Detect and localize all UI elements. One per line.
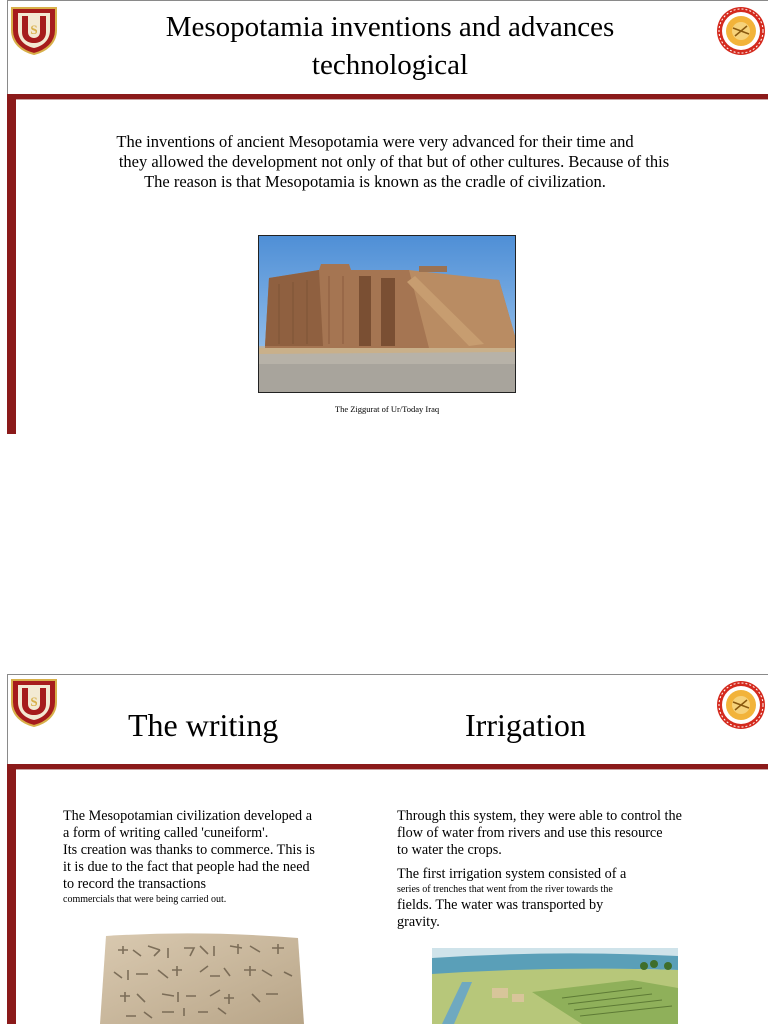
slide-left-border xyxy=(7,0,8,96)
irrigation-illustration xyxy=(432,948,678,1024)
irrigation-line: The first irrigation system consisted of a xyxy=(397,866,627,882)
irrigation-line: flow of water from rivers and use this resource xyxy=(397,825,663,841)
left-accent-bar xyxy=(7,764,16,1024)
page-title xyxy=(110,8,670,84)
slide-2 xyxy=(0,674,768,1024)
writing-line: Its creation was thanks to commerce. This is xyxy=(63,842,315,858)
ziggurat-photo xyxy=(258,235,516,393)
university-shield-logo xyxy=(10,6,58,56)
ziggurat-image xyxy=(259,236,516,393)
irrigation-paragraph xyxy=(397,808,727,931)
header-band-shadow xyxy=(7,99,768,100)
slide-left-border xyxy=(7,674,8,768)
writing-line: The Mesopotamian civilization developed a xyxy=(63,808,312,824)
university-shield-logo xyxy=(10,678,58,728)
slide-1 xyxy=(0,0,768,434)
photo-caption: The Ziggurat of Ur/Today Iraq xyxy=(334,404,440,414)
irrigation-line-small: series of trenches that went from the river towards the xyxy=(397,884,613,895)
title-line-2: technological xyxy=(311,49,469,81)
svg-text:S: S xyxy=(30,694,38,709)
svg-text:S: S xyxy=(30,22,38,37)
left-accent-bar xyxy=(7,94,16,434)
title-line-1: Mesopotamia inventions and advances xyxy=(165,11,615,43)
engineering-seal-logo xyxy=(716,680,766,730)
writing-line: it is due to the fact that people had the need xyxy=(63,859,310,875)
irrigation-heading: Irrigation xyxy=(465,707,586,743)
slide-top-border xyxy=(7,674,768,675)
irrigation-line: fields. The water was transported by xyxy=(397,897,604,913)
writing-line: a form of writing called 'cuneiform'. xyxy=(63,825,269,841)
irrigation-line: to water the crops. xyxy=(397,842,502,858)
header-band-shadow xyxy=(7,769,768,770)
writing-heading: The writing xyxy=(128,707,279,743)
intro-line: The reason is that Mesopotamia is known as the cradle of civilization. xyxy=(144,172,606,191)
cuneiform-tablet-image xyxy=(100,932,304,1024)
writing-paragraph xyxy=(63,808,363,907)
writing-line: to record the transactions xyxy=(63,876,207,892)
slide-top-border xyxy=(7,0,768,1)
irrigation-line: gravity. xyxy=(397,914,440,930)
intro-line: they allowed the development not only of that but of other cultures. Because of this xyxy=(118,152,670,171)
intro-paragraph xyxy=(60,132,690,192)
irrigation-line: Through this system, they were able to control the xyxy=(397,808,682,824)
intro-line: The inventions of ancient Mesopotamia were very advanced for their time and xyxy=(116,132,634,151)
engineering-seal-logo xyxy=(716,6,766,56)
writing-line-small: commercials that were being carried out. xyxy=(63,894,227,905)
